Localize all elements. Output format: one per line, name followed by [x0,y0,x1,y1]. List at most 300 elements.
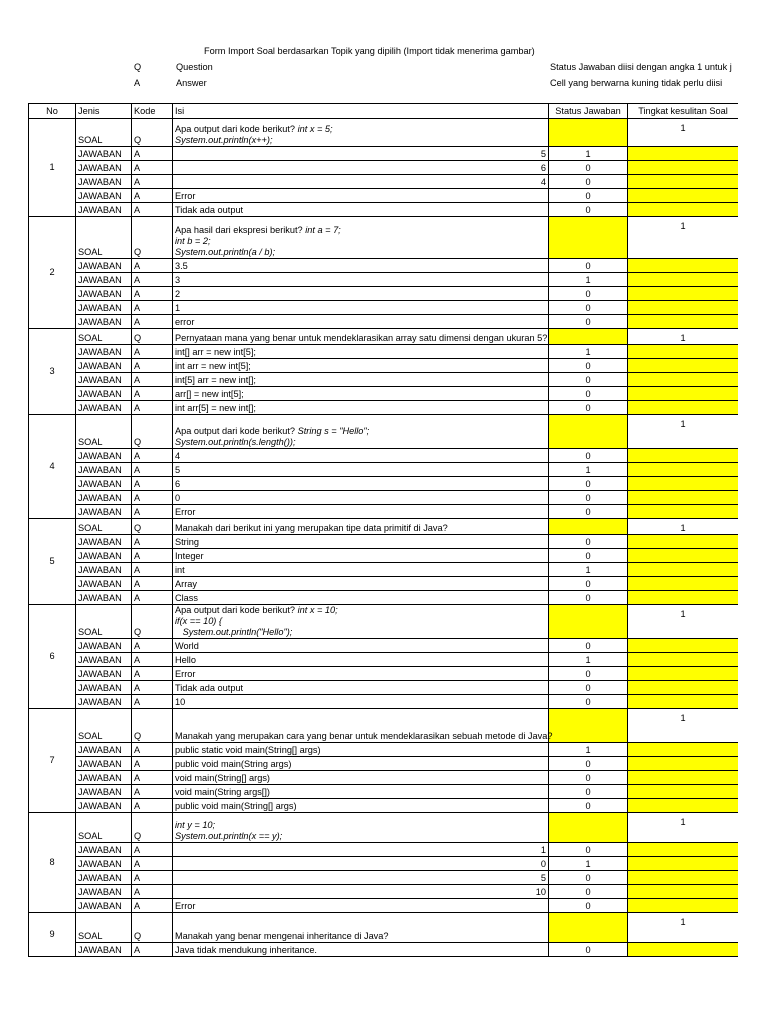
difficulty-level[interactable]: 1 [628,913,739,943]
answer-kode[interactable]: A [132,857,173,871]
answer-row [29,743,739,757]
question-text-cell[interactable] [173,519,549,535]
difficulty-level[interactable]: 1 [628,329,739,345]
answer-difficulty-cell [628,885,739,899]
header-no: No [29,104,76,119]
answer-text[interactable]: error [173,315,549,329]
answer-status[interactable]: 0 [549,771,628,785]
answer-jenis[interactable]: JAWABAN [76,667,132,681]
answer-text[interactable]: Hello [173,653,549,667]
answer-difficulty-cell [628,549,739,563]
answer-text[interactable]: 6 [173,477,549,491]
answer-jenis[interactable]: JAWABAN [76,899,132,913]
answer-kode[interactable]: A [132,203,173,217]
answer-jenis[interactable]: JAWABAN [76,359,132,373]
answer-jenis[interactable]: JAWABAN [76,491,132,505]
answer-status[interactable]: 0 [549,591,628,605]
question-number[interactable]: 8 [29,813,76,913]
answer-text[interactable]: 4 [173,449,549,463]
answer-row [29,695,739,709]
answer-text[interactable]: 3 [173,273,549,287]
answer-row [29,591,739,605]
answer-kode[interactable]: A [132,259,173,273]
question-kode[interactable]: Q [132,709,173,743]
answer-text[interactable]: 1 [173,301,549,315]
answer-jenis[interactable]: JAWABAN [76,345,132,359]
answer-status[interactable]: 0 [549,639,628,653]
question-text: Apa output dari kode berikut? [175,605,298,615]
answer-status[interactable]: 0 [549,535,628,549]
answer-row [29,653,739,667]
question-text-cell[interactable] [173,913,549,943]
answer-status[interactable]: 0 [549,885,628,899]
answer-kode[interactable]: A [132,771,173,785]
header-tingkat-kesulitan: Tingkat kesulitan Soal [628,104,739,119]
answer-row [29,189,739,203]
answer-kode[interactable]: A [132,315,173,329]
answer-jenis[interactable]: JAWABAN [76,273,132,287]
answer-jenis[interactable]: JAWABAN [76,315,132,329]
answer-difficulty-cell [628,161,739,175]
answer-difficulty-cell [628,301,739,315]
answer-text[interactable]: 10 [173,695,549,709]
question-text-cell[interactable] [173,217,549,259]
answer-difficulty-cell [628,591,739,605]
answer-difficulty-cell [628,857,739,871]
answer-status[interactable]: 1 [549,463,628,477]
question-jenis[interactable]: SOAL [76,217,132,259]
answer-jenis[interactable]: JAWABAN [76,695,132,709]
answer-status[interactable]: 0 [549,695,628,709]
answer-difficulty-cell [628,653,739,667]
question-kode[interactable]: Q [132,415,173,449]
answer-row [29,287,739,301]
answer-status[interactable]: 0 [549,287,628,301]
answer-kode[interactable]: A [132,639,173,653]
answer-kode[interactable]: A [132,301,173,315]
answer-status[interactable]: 0 [549,161,628,175]
answer-text[interactable]: 5 [173,871,549,885]
question-text-cell[interactable] [173,709,553,743]
answer-text[interactable]: Class [173,591,549,605]
answer-kode[interactable]: A [132,549,173,563]
answer-row [29,301,739,315]
question-status-cell [549,119,628,147]
answer-kode[interactable]: A [132,189,173,203]
answer-kode[interactable]: A [132,885,173,899]
answer-text[interactable]: String [173,535,549,549]
answer-difficulty-cell [628,189,739,203]
answer-row [29,885,739,899]
answer-row [29,491,739,505]
question-number[interactable]: 1 [29,119,76,217]
question-text-cell[interactable] [173,329,549,345]
answer-kode[interactable]: A [132,871,173,885]
answer-text[interactable]: public void main(String args) [173,757,549,771]
answer-row [29,147,739,161]
question-kode[interactable]: Q [132,913,173,943]
answer-kode[interactable]: A [132,287,173,301]
answer-jenis[interactable]: JAWABAN [76,387,132,401]
answer-jenis[interactable]: JAWABAN [76,757,132,771]
legend-q-label: Question [176,62,213,72]
question-text-cell[interactable] [173,415,549,449]
answer-difficulty-cell [628,315,739,329]
answer-difficulty-cell [628,203,739,217]
question-jenis[interactable]: SOAL [76,119,132,147]
answer-status[interactable]: 1 [549,653,628,667]
answer-kode[interactable]: A [132,273,173,287]
answer-jenis[interactable]: JAWABAN [76,799,132,813]
difficulty-level[interactable]: 1 [628,415,739,449]
answer-kode[interactable]: A [132,899,173,913]
answer-jenis[interactable]: JAWABAN [76,189,132,203]
question-code: int y = 10; System.out.println(x == y); [175,820,283,841]
answer-row [29,843,739,857]
answer-status[interactable]: 0 [549,259,628,273]
answer-text[interactable]: Tidak ada output [173,681,549,695]
answer-row [29,639,739,653]
question-jenis[interactable]: SOAL [76,605,132,639]
question-number[interactable]: 4 [29,415,76,519]
question-kode[interactable]: Q [132,813,173,843]
answer-text[interactable]: 3.5 [173,259,549,273]
answer-kode[interactable]: A [132,667,173,681]
answer-text[interactable]: Error [173,189,549,203]
answer-text[interactable]: int[] arr = new int[5]; [173,345,549,359]
answer-kode[interactable]: A [132,401,173,415]
answer-text[interactable]: public void main(String[] args) [173,799,549,813]
answer-jenis[interactable]: JAWABAN [76,785,132,799]
answer-row [29,345,739,359]
answer-row [29,871,739,885]
question-text: Manakah dari berikut ini yang merupakan tipe data primitif di Java? [175,523,448,533]
question-text-block [175,426,546,448]
answer-kode[interactable]: A [132,757,173,771]
answer-text[interactable]: Tidak ada output [173,203,549,217]
answer-text[interactable]: 0 [173,857,549,871]
answer-text[interactable]: Integer [173,549,549,563]
answer-difficulty-cell [628,535,739,549]
answer-status[interactable]: 0 [549,315,628,329]
answer-row [29,771,739,785]
answer-status[interactable]: 0 [549,401,628,415]
question-row [29,913,739,943]
answer-status[interactable]: 0 [549,505,628,519]
difficulty-level[interactable]: 1 [628,217,739,259]
answer-jenis[interactable]: JAWABAN [76,203,132,217]
answer-kode[interactable]: A [132,563,173,577]
answer-status[interactable]: 0 [549,175,628,189]
answer-jenis[interactable]: JAWABAN [76,771,132,785]
question-text: Apa hasil dari ekspresi berikut? [175,225,306,235]
answer-difficulty-cell [628,743,739,757]
question-text-block [175,333,546,344]
answer-status[interactable]: 0 [549,373,628,387]
answer-status[interactable]: 0 [549,577,628,591]
answer-status[interactable]: 0 [549,843,628,857]
answer-text[interactable]: arr[] = new int[5]; [173,387,549,401]
answer-jenis[interactable]: JAWABAN [76,401,132,415]
difficulty-level[interactable]: 1 [628,119,739,147]
answer-text[interactable]: Error [173,505,549,519]
answer-status[interactable]: 0 [549,943,628,957]
answer-jenis[interactable]: JAWABAN [76,463,132,477]
answer-status[interactable]: 0 [549,785,628,799]
answer-kode[interactable]: A [132,743,173,757]
answer-difficulty-cell [628,943,739,957]
question-number[interactable]: 6 [29,605,76,709]
answer-text[interactable]: Java tidak mendukung inheritance. [173,943,549,957]
answer-row [29,259,739,273]
answer-jenis[interactable]: JAWABAN [76,857,132,871]
answer-kode[interactable]: A [132,373,173,387]
answer-status[interactable]: 1 [549,563,628,577]
answer-row [29,785,739,799]
answer-difficulty-cell [628,387,739,401]
question-jenis[interactable]: SOAL [76,813,132,843]
question-kode[interactable]: Q [132,519,173,535]
answer-jenis[interactable]: JAWABAN [76,287,132,301]
answer-jenis[interactable]: JAWABAN [76,373,132,387]
question-text-block [175,225,546,258]
question-text-cell[interactable] [173,813,549,843]
answer-status[interactable]: 0 [549,387,628,401]
answer-kode[interactable]: A [132,161,173,175]
answer-difficulty-cell [628,667,739,681]
question-row [29,709,739,743]
answer-kode[interactable]: A [132,449,173,463]
answer-difficulty-cell [628,563,739,577]
answer-jenis[interactable]: JAWABAN [76,871,132,885]
header-isi: Isi [173,104,549,119]
answer-status[interactable]: 0 [549,899,628,913]
answer-status[interactable]: 0 [549,203,628,217]
question-status-cell [549,813,628,843]
answer-jenis[interactable]: JAWABAN [76,477,132,491]
answer-text[interactable]: public static void main(String[] args) [173,743,549,757]
table-body [29,104,739,957]
answer-kode[interactable]: A [132,491,173,505]
answer-difficulty-cell [628,259,739,273]
answer-status[interactable]: 0 [549,491,628,505]
answer-difficulty-cell [628,359,739,373]
answer-jenis[interactable]: JAWABAN [76,549,132,563]
answer-kode[interactable]: A [132,505,173,519]
answer-jenis[interactable]: JAWABAN [76,301,132,315]
answer-text[interactable]: Error [173,667,549,681]
answer-status[interactable]: 1 [549,743,628,757]
question-number[interactable]: 5 [29,519,76,605]
answer-status[interactable]: 0 [549,549,628,563]
answer-text[interactable]: 4 [173,175,549,189]
answer-kode[interactable]: A [132,359,173,373]
answer-text[interactable]: void main(String args[]) [173,785,549,799]
question-code: int a = 7; int b = 2; System.out.println(a / b); [175,225,341,257]
answer-status[interactable]: 0 [549,799,628,813]
answer-jenis[interactable]: JAWABAN [76,681,132,695]
answer-jenis[interactable]: JAWABAN [76,885,132,899]
table-header-row [29,104,739,119]
question-text: Pernyataan mana yang benar untuk mendeklarasikan array satu dimensi dengan ukuran 5? [175,333,548,343]
answer-text[interactable]: 5 [173,147,549,161]
question-text: Apa output dari kode berikut? [175,426,298,436]
difficulty-level[interactable]: 1 [628,605,739,639]
question-status-cell [549,329,628,345]
answer-difficulty-cell [628,477,739,491]
answer-status[interactable]: 1 [549,147,628,161]
question-number[interactable]: 9 [29,913,76,957]
question-text-cell[interactable] [173,605,549,639]
answer-jenis[interactable]: JAWABAN [76,743,132,757]
answer-row [29,203,739,217]
answer-jenis[interactable]: JAWABAN [76,505,132,519]
answer-status[interactable]: 1 [549,345,628,359]
answer-jenis[interactable]: JAWABAN [76,449,132,463]
answer-jenis[interactable]: JAWABAN [76,577,132,591]
answer-difficulty-cell [628,273,739,287]
answer-status[interactable]: 0 [549,871,628,885]
difficulty-level[interactable]: 1 [628,813,739,843]
answer-difficulty-cell [628,899,739,913]
answer-text[interactable]: int arr = new int[5]; [173,359,549,373]
question-code: int x = 5; System.out.println(x++); [175,124,333,145]
answer-jenis[interactable]: JAWABAN [76,161,132,175]
question-import-table-viewport [28,103,738,963]
answer-difficulty-cell [628,345,739,359]
answer-jenis[interactable]: JAWABAN [76,535,132,549]
question-jenis[interactable]: SOAL [76,329,132,345]
answer-jenis[interactable]: JAWABAN [76,639,132,653]
question-number[interactable]: 7 [29,709,76,813]
question-jenis[interactable]: SOAL [76,709,132,743]
note-yellow-cells: Cell yang berwarna kuning tidak perlu diisi [550,78,723,88]
answer-row [29,535,739,549]
answer-text[interactable]: 10 [173,885,549,899]
question-text-cell[interactable] [173,119,549,147]
answer-jenis[interactable]: JAWABAN [76,591,132,605]
question-kode[interactable]: Q [132,119,173,147]
answer-text[interactable]: 1 [173,843,549,857]
answer-kode[interactable]: A [132,843,173,857]
answer-status[interactable]: 0 [549,359,628,373]
difficulty-level[interactable]: 1 [628,709,739,743]
header-jenis: Jenis [76,104,132,119]
answer-status[interactable]: 1 [549,857,628,871]
question-jenis[interactable]: SOAL [76,519,132,535]
question-number[interactable]: 3 [29,329,76,415]
answer-status[interactable]: 0 [549,189,628,203]
answer-row [29,315,739,329]
note-status-jawaban: Status Jawaban diisi dengan angka 1 untuk j [550,62,732,72]
answer-status[interactable]: 0 [549,301,628,315]
answer-row [29,359,739,373]
question-text-block [175,820,546,842]
answer-difficulty-cell [628,147,739,161]
answer-kode[interactable]: A [132,463,173,477]
answer-kode[interactable]: A [132,577,173,591]
question-row [29,119,739,147]
answer-status[interactable]: 0 [549,667,628,681]
answer-difficulty-cell [628,757,739,771]
answer-jenis[interactable]: JAWABAN [76,175,132,189]
answer-kode[interactable]: A [132,695,173,709]
header-kode: Kode [132,104,173,119]
question-kode[interactable]: Q [132,605,173,639]
question-kode[interactable]: Q [132,217,173,259]
answer-text[interactable]: Error [173,899,549,913]
answer-jenis[interactable]: JAWABAN [76,563,132,577]
answer-text[interactable]: Array [173,577,549,591]
question-number[interactable]: 2 [29,217,76,329]
answer-kode[interactable]: A [132,943,173,957]
answer-text[interactable]: int [173,563,549,577]
answer-status[interactable]: 0 [549,477,628,491]
answer-status[interactable]: 0 [549,757,628,771]
answer-jenis[interactable]: JAWABAN [76,943,132,957]
answer-kode[interactable]: A [132,147,173,161]
answer-text[interactable]: World [173,639,549,653]
question-kode[interactable]: Q [132,329,173,345]
answer-kode[interactable]: A [132,799,173,813]
answer-kode[interactable]: A [132,477,173,491]
answer-text[interactable]: int[5] arr = new int[]; [173,373,549,387]
legend-a-code: A [134,78,141,88]
answer-difficulty-cell [628,491,739,505]
question-jenis[interactable]: SOAL [76,913,132,943]
answer-kode[interactable]: A [132,681,173,695]
answer-difficulty-cell [628,373,739,387]
answer-text[interactable]: 6 [173,161,549,175]
answer-row [29,449,739,463]
difficulty-level[interactable]: 1 [628,519,739,535]
question-row [29,519,739,535]
answer-jenis[interactable]: JAWABAN [76,843,132,857]
answer-jenis[interactable]: JAWABAN [76,653,132,667]
question-row [29,605,739,639]
answer-kode[interactable]: A [132,785,173,799]
answer-text[interactable]: 0 [173,491,549,505]
answer-row [29,757,739,771]
answer-jenis[interactable]: JAWABAN [76,147,132,161]
answer-text[interactable]: 5 [173,463,549,477]
answer-status[interactable]: 0 [549,681,628,695]
answer-difficulty-cell [628,843,739,857]
question-text-block [175,931,546,942]
answer-jenis[interactable]: JAWABAN [76,259,132,273]
answer-difficulty-cell [628,175,739,189]
answer-kode[interactable]: A [132,653,173,667]
answer-text[interactable]: 2 [173,287,549,301]
answer-row [29,387,739,401]
question-jenis[interactable]: SOAL [76,415,132,449]
answer-text[interactable]: int arr[5] = new int[]; [173,401,549,415]
legend-a-label: Answer [176,78,207,88]
answer-row [29,463,739,477]
answer-row [29,667,739,681]
answer-kode[interactable]: A [132,345,173,359]
answer-kode[interactable]: A [132,591,173,605]
answer-kode[interactable]: A [132,387,173,401]
answer-status[interactable]: 1 [549,273,628,287]
question-text: Manakah yang benar mengenai inheritance di Java? [175,931,389,941]
answer-kode[interactable]: A [132,175,173,189]
answer-text[interactable]: void main(String[] args) [173,771,549,785]
answer-status[interactable]: 0 [549,449,628,463]
question-status-cell [549,913,628,943]
answer-row [29,273,739,287]
answer-kode[interactable]: A [132,535,173,549]
